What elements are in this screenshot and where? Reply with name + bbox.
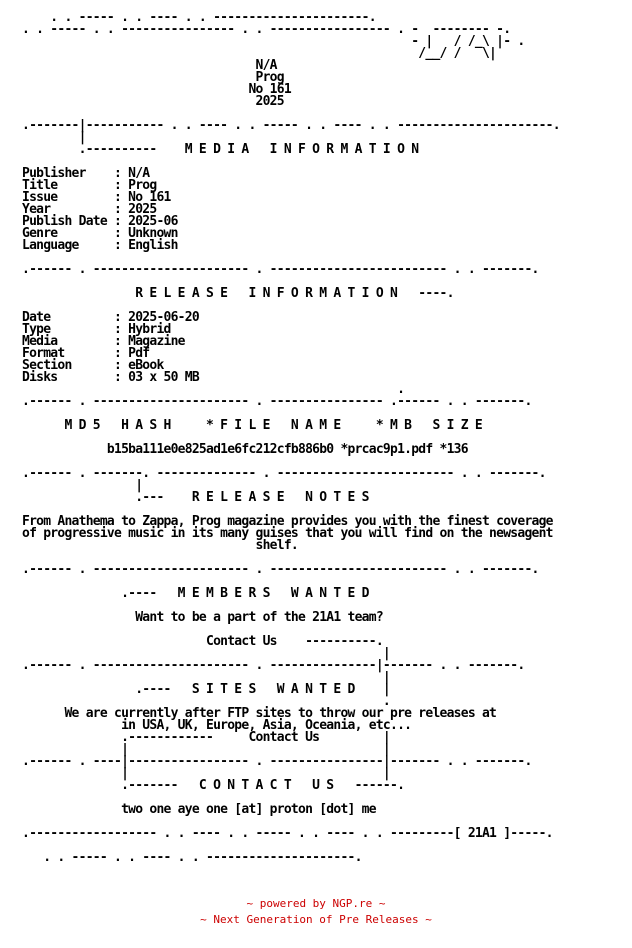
powered-by-line — [0, 896, 632, 912]
nfo-line: .------ . ---------------------- . ---------------- .------ . . -------. — [22, 394, 532, 409]
nfo-line: | — [22, 646, 390, 661]
tilde-left: ~ — [246, 897, 254, 910]
tilde-left: ~ — [200, 913, 207, 926]
nfo-line: Language : English — [22, 238, 178, 253]
nfo-line: .-------|----------- . . ---- . . ----- . . ---- . . ----------------------. — [22, 118, 560, 133]
nfo-line: 2025 — [22, 94, 284, 109]
nfo-line: .---------- M E D I A I N F O R M A T I O N — [22, 142, 419, 157]
nfo-line: | — [22, 670, 390, 685]
nfo-line: .------ . ---------------------- . ------------------------- . . -------. — [22, 262, 539, 277]
nfo-line: .------ . ----|----------------- . ----------------|------- . . -------. — [22, 754, 532, 769]
nfo-line: /__/ / \| — [22, 46, 497, 61]
nfo-line: .------ . ---------------------- . ---------------|------- . . -------. — [22, 658, 525, 673]
nfo-line: shelf. — [22, 538, 298, 553]
tilde-right: ~ — [378, 897, 386, 910]
nfo-line: .------ . ---------------------- . ------------------------- . . -------. — [22, 562, 539, 577]
nfo-line: We are currently after FTP sites to throw our pre releases at — [22, 706, 497, 721]
nfo-line: b15ba111e0e825ad1e6fc212cfb886b0 *prcac9p1.pdf *136 — [22, 442, 468, 457]
nfo-line: N/A — [22, 58, 277, 73]
nfo-line: Contact Us ----------. — [22, 634, 383, 649]
nfo-line: . — [22, 694, 390, 709]
nfo-line: .--- R E L E A S E N O T E S — [22, 490, 369, 505]
nfo-line: .------------ Contact Us | — [22, 730, 390, 745]
nfo-line: Date : 2025-06-20 — [22, 310, 199, 325]
footer — [0, 896, 632, 928]
nfo-line: Media : Magazine — [22, 334, 185, 349]
nfo-line: Publish Date : 2025-06 — [22, 214, 178, 229]
powered-by-link[interactable]: powered by NGP.re — [259, 897, 373, 910]
nfo-line: M D 5 H A S H * F I L E N A M E * M B S I Z E — [22, 418, 482, 433]
nfo-text — [22, 12, 622, 864]
nfo-line: .------------------ . . ---- . . ----- . . ---- . . ---------[ 21A1 ]-----. — [22, 826, 553, 841]
nfo-line: | — [22, 478, 143, 493]
nfo-line: .---- M E M B E R S W A N T E D — [22, 586, 369, 601]
nfo-line: .------ . -------. -------------- . ------------------------- . . -------. — [22, 466, 546, 481]
nfo-line: | — [22, 130, 86, 145]
nfo-line: .------- C O N T A C T U S ------. — [22, 778, 405, 793]
nfo-line: .---- S I T E S W A N T E D | — [22, 682, 390, 697]
nfo-line: | | — [22, 742, 390, 757]
nfo-line: . . ----- . . ---- . . ---------------------. — [22, 850, 362, 865]
nfo-line: From Anathema to Zappa, Prog magazine provides you with the finest coverage — [22, 514, 553, 529]
nfo-line: Prog — [22, 70, 284, 85]
nfo-line: | | — [22, 766, 390, 781]
nfo-line: Genre : Unknown — [22, 226, 178, 241]
nfo-line: Type : Hybrid — [22, 322, 171, 337]
nfo-line: Want to be a part of the 21A1 team? — [22, 610, 383, 625]
nfo-line: Issue : No 161 — [22, 190, 171, 205]
nfo-line: Publisher : N/A — [22, 166, 150, 181]
tagline-line — [0, 912, 632, 928]
nfo-line: Section : eBook — [22, 358, 164, 373]
nfo-line: . — [22, 382, 405, 397]
tagline-link[interactable]: Next Generation of Pre Releases — [213, 913, 419, 926]
nfo-line: No 161 — [22, 82, 291, 97]
nfo-line: . . ----- . . ---------------- . . ----------------- . - -------- -. — [22, 22, 511, 37]
nfo-line: R E L E A S E I N F O R M A T I O N ----. — [22, 286, 454, 301]
nfo-line: - | / /_\ |- . — [22, 34, 525, 49]
tilde-right: ~ — [425, 913, 432, 926]
nfo-line: two one aye one [at] proton [dot] me — [22, 802, 376, 817]
nfo-line: . . ----- . . ---- . . ----------------------. — [22, 10, 376, 25]
nfo-line: Format : Pdf — [22, 346, 150, 361]
nfo-line: Year : 2025 — [22, 202, 157, 217]
nfo-line: of progressive music in its many guises that you will find on the newsagent — [22, 526, 553, 541]
nfo-line: Disks : 03 x 50 MB — [22, 370, 199, 385]
nfo-line: in USA, UK, Europe, Asia, Oceania, etc... — [22, 718, 412, 733]
nfo-line: Title : Prog — [22, 178, 157, 193]
